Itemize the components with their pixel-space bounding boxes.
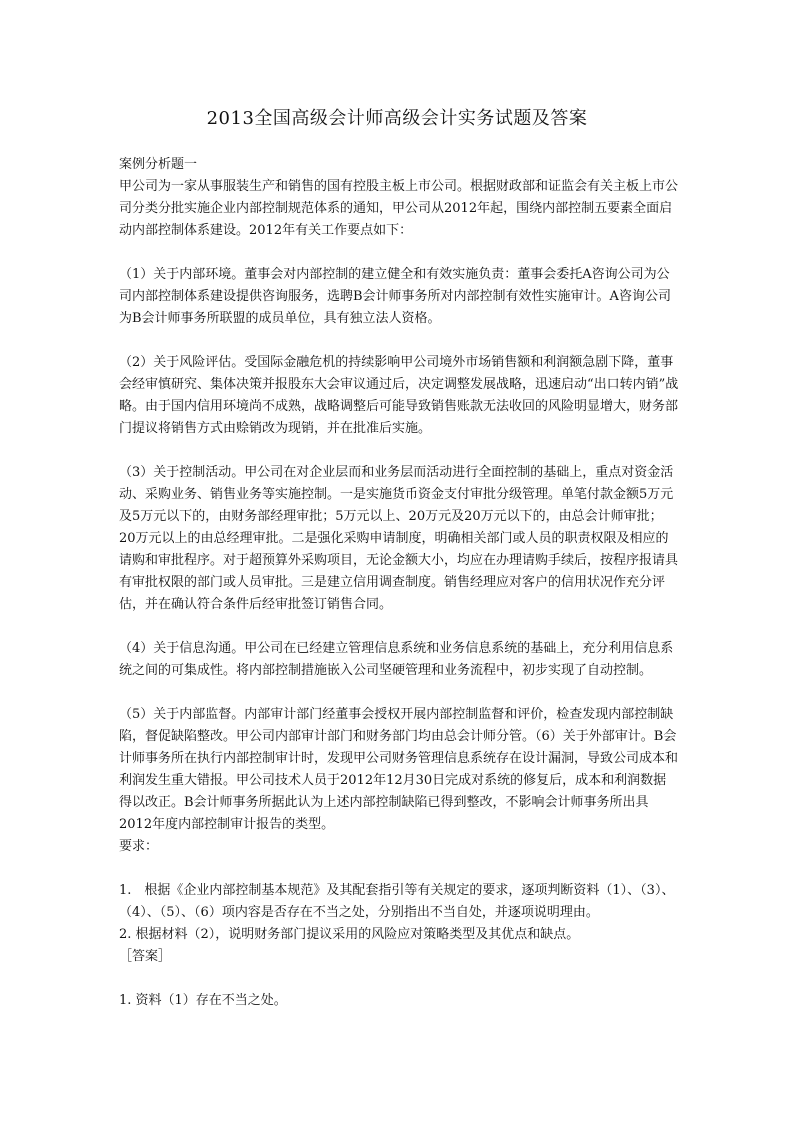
case-intro: 甲公司为一家从事服装生产和销售的国有控股主板上市公司。根据财政部和证监会有关主板上市公司分类分批实施企业内部控制规范体系的通知，甲公司从2012年起，围绕内部控制五要素全面启动内部控制体系建设。2012年有关工作要点如下： [119, 179, 679, 238]
document-body [119, 154, 679, 1012]
document-title: 2013全国高级会计师高级会计实务试题及答案 [206, 108, 588, 129]
paragraph-gap [119, 440, 679, 462]
case-item-1: （1）关于内部环境。董事会对内部控制的建立健全和有效实施负责：董事会委托A咨询公司为公司内部控制体系建设提供咨询服务，选聘B会计师事务所对内部控制有效性实施审计。A咨询公司为B会计师事务所联盟的成员单位，具有独立法人资格。 [119, 267, 671, 326]
case-heading: 案例分析题一 [119, 157, 198, 172]
case-item-5-6: （5）关于内部监督。内部审计部门经董事会授权开展内部控制监督和评价，检查发现内部控制缺陷，督促缺陷整改。甲公司内部审计部门和财务部门均由总会计师分管。（6）关于外部审计。B会计师事务所在执行内部控制审计时，发现甲公司财务管理信息系统存在设计漏洞，导致公司成本和利润发生重大错报。甲公司技术人员于2012年12月30日完成对系统的修复后，成本和利润数据得以改正。B会计师事务所据此认为上述内部控制缺陷已得到整改，不影响会计师事务所出具2012年度内部控制审计报告的类型。 [119, 707, 679, 832]
requirements-heading: 要求： [119, 839, 159, 854]
paragraph-gap [119, 858, 679, 880]
paragraph-gap [119, 330, 679, 352]
answer-heading: ［答案］ [119, 949, 172, 964]
paragraph-gap [119, 682, 679, 704]
requirement-1: 1. 根据《企业内部控制基本规范》及其配套指引等有关规定的要求，逐项判断资料（1）、（3）、（4）、（5）、（6）项内容是否存在不当之处，分别指出不当自处，并逐项说明理由。 [119, 883, 675, 920]
paragraph-gap [119, 616, 679, 638]
answer-line-1: 1. 资料（1）存在不当之处。 [119, 993, 287, 1008]
paragraph-gap [119, 968, 679, 990]
case-item-2: （2）关于风险评估。受国际金融危机的持续影响甲公司境外市场销售额和利润额急剧下降，董事会经审慎研究、集体决策并报股东大会审议通过后，决定调整发展战略，迅速启动“出口转内销”战略。由于国内信用环境尚不成熟，战略调整后可能导致销售账款无法收回的风险明显增大，财务部门提议将销售方式由赊销改为现销，并在批准后实施。 [119, 355, 679, 436]
case-item-4: （4）关于信息沟通。甲公司在已经建立管理信息系统和业务信息系统的基础上，充分利用信息系统之间的可集成性。将内部控制措施嵌入公司坚硬管理和业务流程中，初步实现了自动控制。 [119, 641, 674, 678]
requirement-2: 2. 根据材料（2），说明财务部门提议采用的风险应对策略类型及其优点和缺点。 [119, 927, 580, 942]
case-item-3: （3）关于控制活动。甲公司在对企业层而和业务层而活动进行全面控制的基础上，重点对资金活动、采购业务、销售业务等实施控制。一是实施货币资金支付审批分级管理。单笔付款金额5万元及5万元以下的，由财务部经理审批；5万元以上、20万元及20万元以下的，由总会计师审批；20万元以上的由总经理审批。二是强化采购申请制度，明确相关部门或人员的职责权限及相应的请购和审批程序。对于超预算外采购项目，无论金额大小，均应在办理请购手续后，按程序报请具有审批权限的部门或人员审批。三是建立信用调查制度。销售经理应对客户的信用状况作充分评估，并在确认符合条件后经审批签订销售合同。 [119, 465, 679, 612]
paragraph-gap [119, 242, 679, 264]
